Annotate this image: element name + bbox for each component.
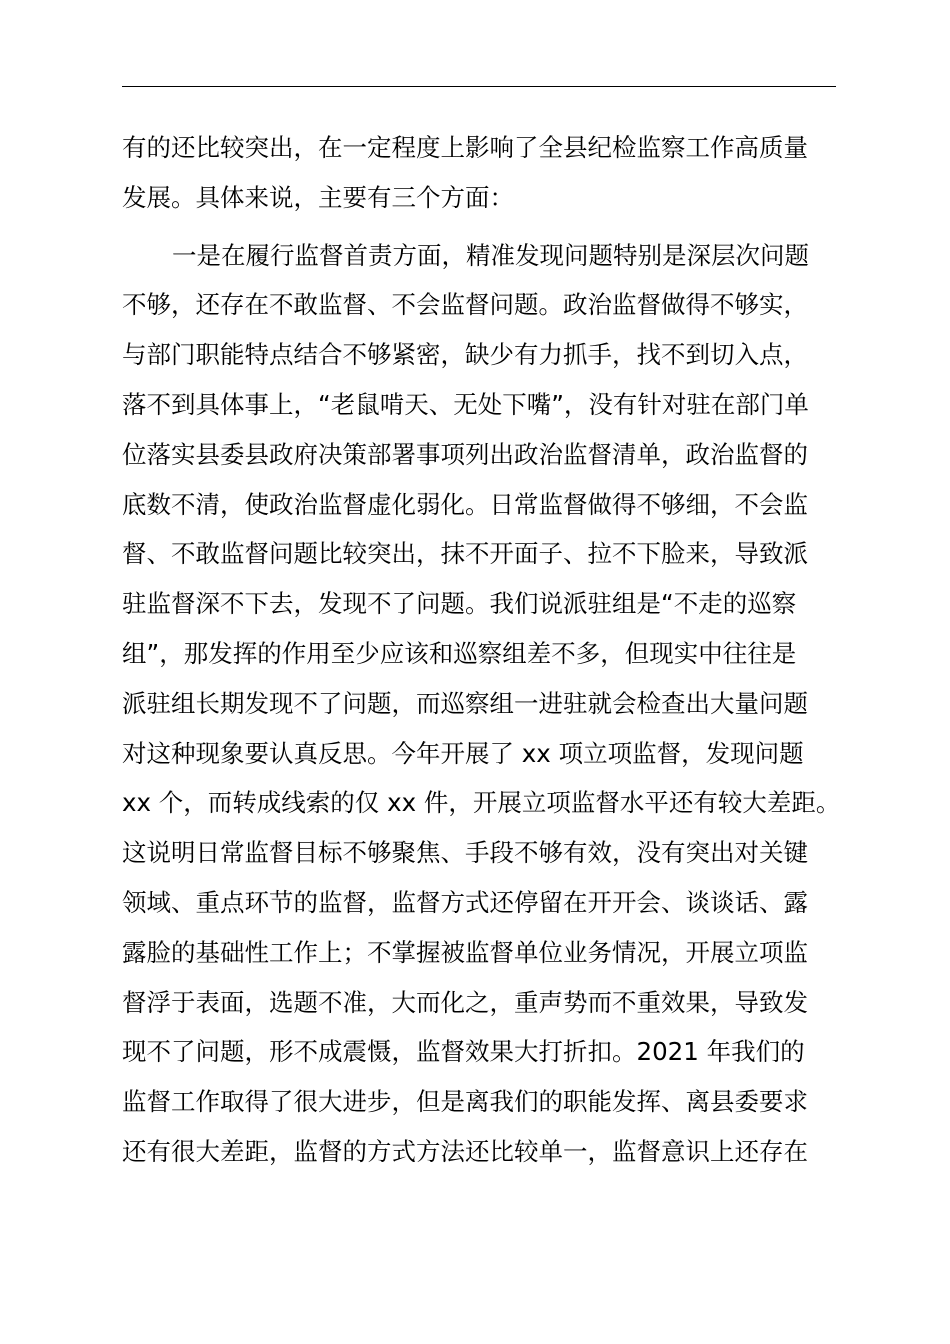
text-line: 不够，还存在不敢监督、不会监督问题。政治监督做得不够实， [122,290,808,320]
text-line: 领域、重点环节的监督，监督方式还停留在开开会、谈谈话、露 [122,887,808,917]
text-line: 这说明日常监督目标不够聚焦、手段不够有效，没有突出对关键 [122,838,808,868]
document-body [122,128,841,1182]
text-line: 一是在履行监督首责方面，精准发现问题特别是深层次问题 [172,240,809,270]
text-line: 驻监督深不下去，发现不了问题。我们说派驻组是“不走的巡察 [122,589,797,619]
text-line: 督、不敢监督问题比较突出，抹不开面子、拉不下脸来，导致派 [122,539,808,569]
text-line: 组”，那发挥的作用至少应该和巡察组差不多，但现实中往往是 [122,638,797,668]
text-line: 落不到具体事上，“老鼠啃天、无处下嘴”，没有针对驻在部门单 [122,389,809,419]
text-line: 发展。具体来说，主要有三个方面： [122,182,514,212]
text-line: 督浮于表面，选题不准，大而化之，重声势而不重效果，导致发 [122,987,808,1017]
text-line: 派驻组长期发现不了问题，而巡察组一进驻就会检查出大量问题 [122,688,808,718]
text-line: 还有很大差距，监督的方式方法还比较单一，监督意识上还存在 [122,1136,808,1166]
paragraph [122,128,836,228]
header-rule [122,86,836,87]
text-line: 位落实县委县政府决策部署事项列出政治监督清单，政治监督的 [122,439,808,469]
text-line: 对这种现象要认真反思。今年开展了 xx 项立项监督，发现问题 [122,738,804,768]
text-line: 现不了问题，形不成震慑，监督效果大打折扣。2021 年我们的 [122,1037,805,1067]
paragraph [122,236,841,1182]
text-line: 有的还比较突出，在一定程度上影响了全县纪检监察工作高质量 [122,133,808,162]
text-line: 与部门职能特点结合不够紧密，缺少有力抓手，找不到切入点， [122,340,808,370]
text-line: 监督工作取得了很大进步，但是离我们的职能发挥、离县委要求 [122,1087,808,1117]
text-line: 底数不清，使政治监督虚化弱化。日常监督做得不够细，不会监 [122,489,808,519]
text-line: 露脸的基础性工作上；不掌握被监督单位业务情况，开展立项监 [122,937,808,967]
text-line: xx 个，而转成线索的仅 xx 件，开展立项监督水平还有较大差距。 [122,788,841,818]
